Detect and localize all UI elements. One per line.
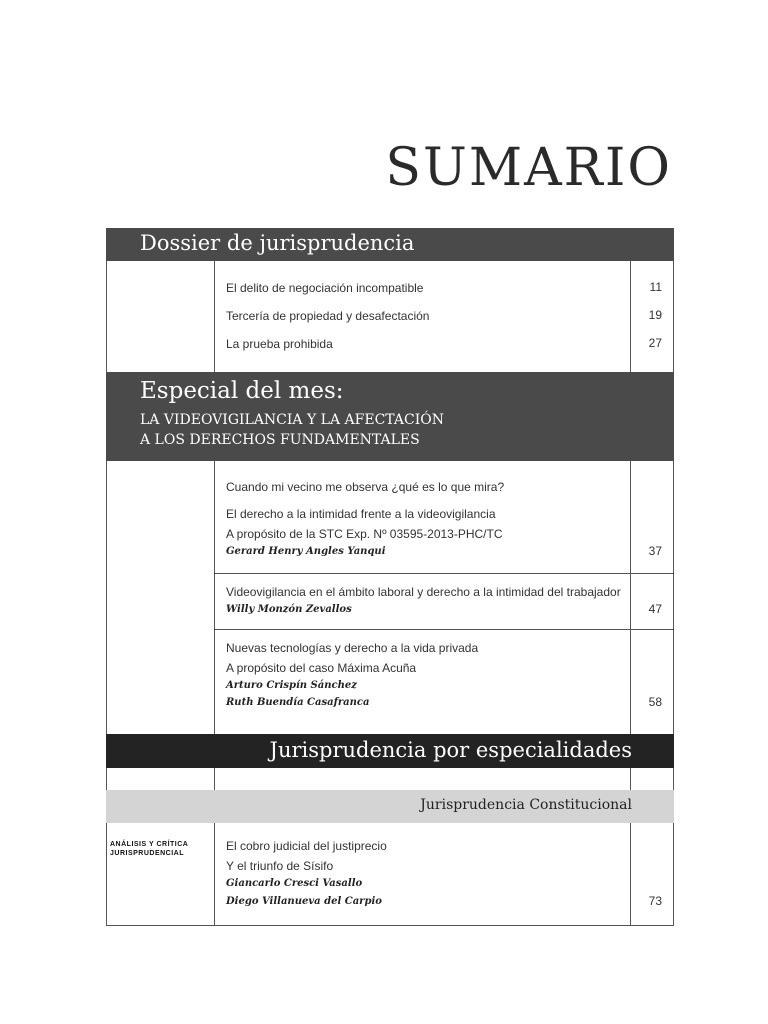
row-divider: [214, 573, 674, 574]
section-header-especialidades: [106, 734, 674, 768]
author-name: Gerard Henry Angles Yanqui: [226, 546, 386, 557]
dossier-heading: Dossier de jurisprudencia: [140, 231, 415, 255]
page-number: 73: [648, 894, 662, 908]
author-name: Arturo Crispín Sánchez: [226, 680, 357, 691]
toc-entry[interactable]: El cobro judicial del justiprecio: [226, 839, 387, 853]
divider: [630, 768, 631, 790]
section-header-especial: [106, 372, 674, 461]
divider: [106, 768, 107, 790]
toc-entry[interactable]: El delito de negociación incompatible: [226, 281, 424, 295]
section-header-dossier: [106, 228, 674, 261]
bottom-border: [106, 925, 674, 926]
page-number: 58: [648, 695, 662, 709]
divider: [106, 261, 107, 372]
page-number: 37: [648, 544, 662, 558]
page-number: 11: [649, 280, 662, 294]
divider: [673, 823, 674, 926]
author-name: Ruth Buendía Casafranca: [226, 697, 370, 708]
divider: [214, 261, 215, 372]
divider: [673, 461, 674, 734]
divider: [106, 461, 107, 734]
especial-subheading-line2: A LOS DERECHOS FUNDAMENTALES: [140, 432, 420, 448]
toc-entry[interactable]: Nuevas tecnologías y derecho a la vida privada: [226, 641, 479, 655]
divider: [214, 768, 215, 790]
especialidades-heading: Jurisprudencia por especialidades: [269, 738, 632, 762]
divider: [214, 823, 215, 926]
toc-entry[interactable]: Tercería de propiedad y desafectación: [226, 309, 430, 323]
toc-entry[interactable]: La prueba prohibida: [226, 337, 333, 351]
divider: [630, 823, 631, 926]
author-name: Willy Monzón Zevallos: [226, 604, 352, 615]
divider: [673, 261, 674, 372]
toc-entry[interactable]: El derecho a la intimidad frente a la videovigilancia: [226, 507, 496, 521]
divider: [214, 461, 215, 734]
especial-heading: Especial del mes:: [140, 378, 344, 404]
divider: [630, 461, 631, 734]
divider: [106, 823, 107, 926]
toc-entry[interactable]: Videovigilancia en el ámbito laboral y derecho a la intimidad del trabajador: [226, 585, 621, 599]
toc-entry[interactable]: Cuando mi vecino me observa ¿qué es lo que mira?: [226, 480, 505, 494]
section-side-label: [110, 840, 188, 858]
page-number: 47: [648, 602, 662, 616]
subsection-header-constitucional: [106, 790, 674, 823]
toc-entry[interactable]: A propósito de la STC Exp. Nº 03595-2013-PHC/TC: [226, 527, 503, 541]
author-name: Giancarlo Cresci Vasallo: [226, 878, 363, 889]
page-number: 27: [648, 336, 662, 350]
page-title: SUMARIO: [385, 138, 672, 198]
side-label-line1: ANÁLISIS Y CRÍTICA: [110, 841, 189, 848]
author-name: Diego Villanueva del Carpio: [226, 896, 382, 907]
toc-entry[interactable]: Y el triunfo de Sísifo: [226, 859, 334, 873]
row-divider: [214, 629, 674, 630]
divider: [630, 261, 631, 372]
especial-subheading-line1: LA VIDEOVIGILANCIA Y LA AFECTACIÓN: [140, 412, 444, 428]
divider: [673, 768, 674, 790]
side-label-line2: JURISPRUDENCIAL: [110, 850, 185, 857]
toc-entry[interactable]: A propósito del caso Máxima Acuña: [226, 661, 417, 675]
constitucional-heading: Jurisprudencia Constitucional: [420, 797, 632, 813]
page-number: 19: [648, 308, 662, 322]
